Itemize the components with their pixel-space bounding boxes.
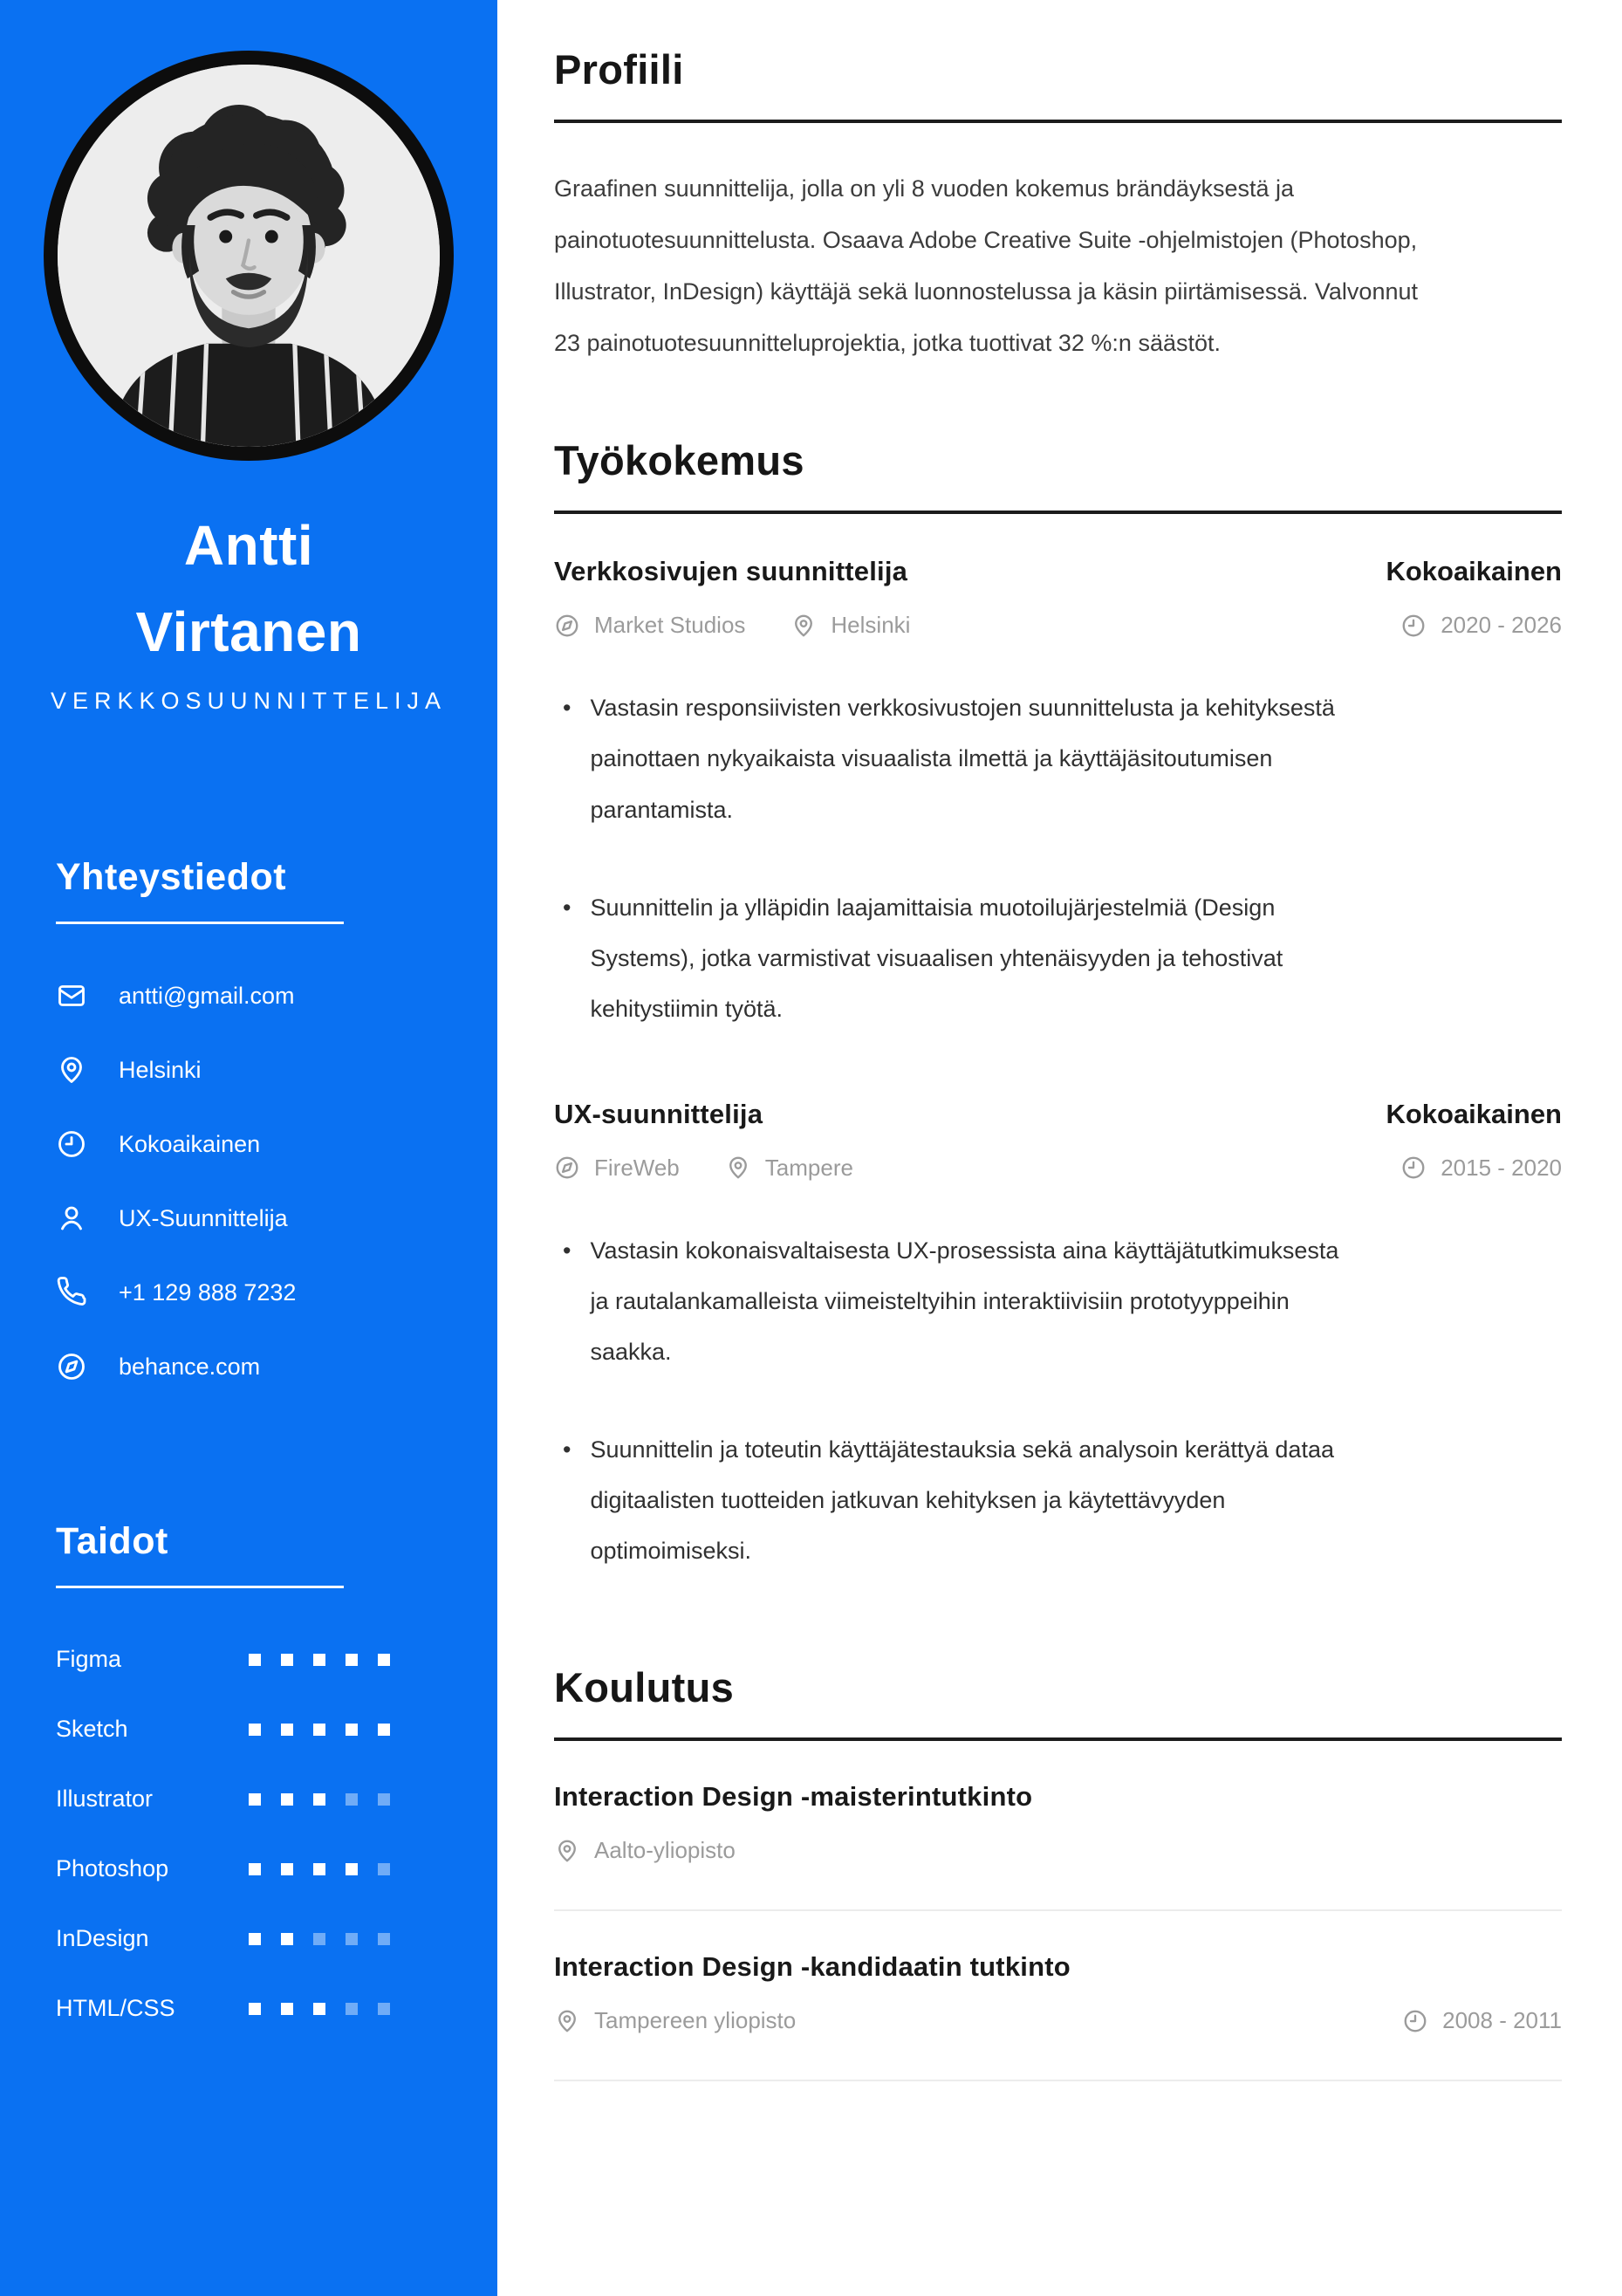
skill-level-square [313,1724,325,1736]
experience-section [554,436,1562,1576]
education-dates [1402,2007,1562,2034]
skill-level-squares [249,1793,390,1806]
job-bullet: • Suunnittelin ja toteutin käyttäjätestauksia sekä analysoin kerättyä dataa digitaalisten tuotteiden jatkuvan kehityksen ja käytettävyyden optimoimiseksi. [554,1424,1562,1576]
job-title: UX-suunnittelija [554,1098,763,1129]
skill-level-square [313,1654,325,1666]
location-icon [790,613,817,639]
main-content [497,0,1622,2296]
location-icon [554,1838,580,1864]
job-dates-value: 2020 - 2026 [1441,612,1562,639]
skill-row-figma [56,1646,390,1673]
skill-level-square [249,1793,261,1806]
job-dates-value: 2015 - 2020 [1441,1154,1562,1181]
education-section [554,1663,1562,2081]
job-header [554,556,1562,587]
bullet-dot: • [563,1436,571,1463]
job-bullet: • Suunnittelin ja ylläpidin laajamittaisia muotoilujärjestelmiä (Design Systems), jotka varmistivat visuaalisen yhtenäisyyden ja tehostivat kehitystiimin työtä. [554,882,1562,1034]
job-company [554,1155,680,1182]
job-type: Kokoaikainen [1386,1098,1562,1129]
education-meta [554,2007,1562,2034]
mail-icon [56,980,87,1011]
skill-level-square [313,1933,325,1945]
job-company [554,612,745,639]
skill-name: Illustrator [56,1785,154,1813]
bullet-dot: • [563,1237,571,1264]
education-section-title: Koulutus [554,1664,735,1710]
skill-level-square [281,1793,293,1806]
job-location [790,612,910,639]
education-school-value: Tampereen yliopisto [594,2007,797,2033]
portrait-illustration [58,65,440,447]
contact-item-phone [56,1277,445,1308]
sidebar [0,0,497,2296]
contact-phone-value: +1 129 888 7232 [119,1278,297,1306]
skill-level-square [378,1654,390,1666]
contact-item-website [56,1351,445,1382]
skill-level-square [249,1654,261,1666]
job-bullets [554,1225,1562,1576]
skill-level-square [249,2003,261,2015]
skill-level-square [249,1933,261,1945]
job-title: Verkkosivujen suunnittelija [554,556,908,587]
contact-divider [56,922,344,924]
job-bullets [554,682,1562,1033]
skills-title: Taidot [56,1520,168,1563]
clock-icon [1400,613,1427,639]
skills-divider [56,1586,344,1588]
job-dates [1400,1155,1562,1182]
person-icon [56,1203,87,1234]
skill-row-sketch [56,1716,390,1743]
section-rule [554,1737,1562,1741]
skill-level-squares [249,1933,390,1945]
skill-level-square [249,1863,261,1875]
job-meta-left [554,1155,853,1182]
job-bullet: • Vastasin kokonaisvaltaisesta UX-prosessista aina käyttäjätutkimuksesta ja rautalankamalleista viimeisteltyihin interaktiivisiin prototyyppeihin saakka. [554,1225,1562,1377]
skill-level-square [313,1793,325,1806]
contact-website-value: behance.com [119,1353,261,1380]
skill-level-square [346,1863,358,1875]
job-header [554,1099,1562,1130]
skill-level-square [378,2003,390,2015]
contact-email-value: antti@gmail.com [119,982,295,1009]
compass-icon [554,613,580,639]
skill-row-illustrator [56,1785,390,1813]
education-entry [554,1951,1562,2081]
skill-level-square [378,1933,390,1945]
job-entry [554,1099,1562,1576]
skill-level-square [281,1933,293,1945]
skill-level-square [378,1724,390,1736]
contact-item-worktype [56,1128,445,1160]
skill-level-square [378,1863,390,1875]
clock-icon [1400,1155,1427,1181]
skill-name: InDesign [56,1925,149,1952]
location-icon [554,2008,580,2034]
location-icon [725,1155,751,1181]
skill-name: Figma [56,1646,122,1673]
skills-section [0,1520,497,2022]
skill-level-square [378,1793,390,1806]
skill-level-square [346,1793,358,1806]
skill-level-square [281,1724,293,1736]
education-school [554,2007,796,2034]
skill-level-square [281,1863,293,1875]
compass-icon [554,1155,580,1181]
job-location [725,1155,853,1182]
profile-photo [44,51,454,461]
location-icon [56,1054,87,1086]
skill-level-square [281,2003,293,2015]
degree-title: Interaction Design -kandidaatin tutkinto [554,1951,1071,1982]
profile-section [554,45,1562,368]
skill-row-htmlcss [56,1995,390,2022]
clock-icon [56,1128,87,1160]
education-meta-left [554,2007,796,2034]
profile-section-title: Profiili [554,46,684,93]
job-location-value: Helsinki [831,612,911,639]
education-school [554,1837,736,1864]
first-name: Antti [183,514,314,577]
clock-icon [1402,2008,1428,2034]
skill-name: Photoshop [56,1855,169,1882]
contact-profession-value: UX-Suunnittelija [119,1204,288,1231]
skill-name: Sketch [56,1716,128,1743]
contact-item-email [56,980,445,1011]
skill-level-square [346,1933,358,1945]
phone-icon [56,1277,87,1308]
job-bullet: • Vastasin responsiivisten verkkosivustojen suunnittelusta ja kehityksestä painottaen nykyaikaista visuaalista ilmettä ja käyttäjäsitoutumisen parantamista. [554,682,1562,834]
contact-list [56,980,445,1382]
job-company-value: FireWeb [594,1154,680,1181]
section-rule [554,511,1562,514]
bullet-dot: • [563,894,571,921]
education-meta [554,1837,1562,1864]
skill-level-squares [249,2003,390,2015]
job-meta [554,1155,1562,1182]
education-dates-value: 2008 - 2011 [1442,2007,1562,2033]
role-subtitle: VERKKOSUUNNITTELIJA [50,688,448,715]
skill-row-photoshop [56,1855,390,1882]
skill-row-indesign [56,1925,390,1952]
skill-level-square [346,1724,358,1736]
section-rule [554,120,1562,123]
skill-name: HTML/CSS [56,1995,175,2022]
degree-title: Interaction Design -maisterintutkinto [554,1781,1033,1812]
job-meta-left [554,612,910,639]
profile-text: Graafinen suunnittelija, jolla on yli 8 vuoden kokemus brändäyksestä ja painotuotesuunnittelusta. Osaava Adobe Creative Suite -ohjelmistojen (Photoshop, Illustrator, InDesign) käyttäjä sekä luonnostelussa ja käsin piirtämisessä. Valvonnut 23 painotuotesuunnitteluprojektia, jotka tuottivat 32 %:n säästöt. [554,175,1418,356]
contact-location-value: Helsinki [119,1056,202,1083]
contact-worktype-value: Kokoaikainen [119,1130,261,1157]
skill-level-square [313,2003,325,2015]
skill-level-squares [249,1863,390,1875]
job-type: Kokoaikainen [1386,556,1562,587]
last-name: Virtanen [135,600,362,664]
job-company-value: Market Studios [594,612,746,639]
skill-level-squares [249,1654,390,1666]
education-entry [554,1781,1562,1911]
contact-item-profession [56,1203,445,1234]
candidate-name [0,503,497,675]
skill-level-squares [249,1724,390,1736]
skill-level-square [281,1654,293,1666]
skill-level-square [346,2003,358,2015]
contact-section [0,856,497,1382]
experience-section-title: Työkokemus [554,437,804,484]
job-dates [1400,612,1562,639]
job-location-value: Tampere [764,1154,853,1181]
skill-list [56,1646,445,2022]
job-meta [554,612,1562,639]
skill-level-square [346,1654,358,1666]
education-meta-left [554,1837,736,1864]
skill-level-square [313,1863,325,1875]
contact-item-location [56,1054,445,1086]
contact-title: Yhteystiedot [56,856,287,899]
job-entry [554,556,1562,1033]
bullet-dot: • [563,695,571,722]
skill-level-square [249,1724,261,1736]
education-school-value: Aalto-yliopisto [594,1837,736,1863]
compass-icon [56,1351,87,1382]
